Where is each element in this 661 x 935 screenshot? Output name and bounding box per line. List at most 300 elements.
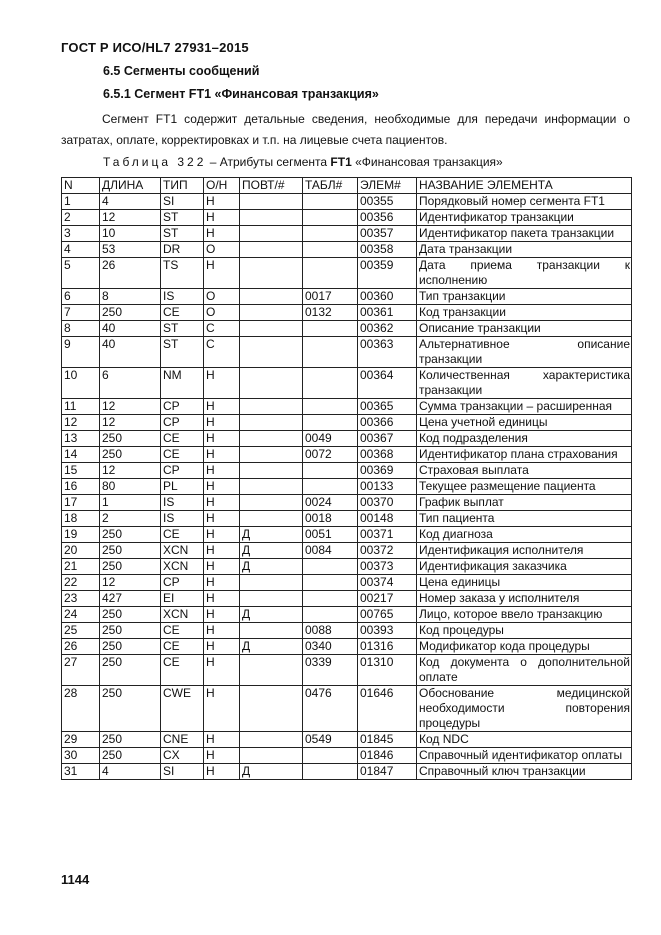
header-col-opt: О/Н	[204, 178, 240, 194]
cell-col-table	[303, 479, 358, 495]
cell-col-rep	[240, 479, 303, 495]
cell-col-type: CP	[161, 575, 204, 591]
cell-col-rep	[240, 655, 303, 686]
cell-col-rep: Д	[240, 543, 303, 559]
cell-col-type: CP	[161, 463, 204, 479]
cell-col-opt: Н	[204, 623, 240, 639]
table-row	[62, 732, 632, 748]
cell-col-length: 40	[100, 321, 161, 337]
cell-col-element: 00358	[358, 242, 417, 258]
cell-col-element: 00371	[358, 527, 417, 543]
cell-col-length: 53	[100, 242, 161, 258]
cell-col-n: 23	[62, 591, 100, 607]
cell-col-length: 12	[100, 415, 161, 431]
cell-col-rep: Д	[240, 559, 303, 575]
cell-col-element: 00361	[358, 305, 417, 321]
cell-col-name: Код диагноза	[417, 527, 632, 543]
cell-col-opt: Н	[204, 575, 240, 591]
cell-col-n: 28	[62, 686, 100, 732]
cell-col-type: SI	[161, 764, 204, 780]
table-body	[62, 194, 632, 780]
cell-col-name: Альтернативное описание транзакции	[417, 337, 632, 368]
subsection-title: 6.5.1 Сегмент FT1 «Финансовая транзакция»	[103, 87, 379, 101]
cell-col-name: Код подразделения	[417, 431, 632, 447]
cell-col-name: Порядковый номер сегмента FT1	[417, 194, 632, 210]
cell-col-length: 40	[100, 337, 161, 368]
cell-col-type: ST	[161, 210, 204, 226]
cell-col-table	[303, 258, 358, 289]
cell-col-rep	[240, 289, 303, 305]
cell-col-n: 5	[62, 258, 100, 289]
table-row	[62, 258, 632, 289]
table-header-row	[62, 178, 632, 194]
cell-col-length: 250	[100, 447, 161, 463]
cell-col-length: 250	[100, 305, 161, 321]
cell-col-length: 250	[100, 431, 161, 447]
cell-col-table: 0339	[303, 655, 358, 686]
table-row	[62, 655, 632, 686]
cell-col-element: 00360	[358, 289, 417, 305]
cell-col-length: 250	[100, 686, 161, 732]
table-row	[62, 591, 632, 607]
cell-col-table: 0340	[303, 639, 358, 655]
intro-paragraph	[61, 109, 630, 151]
cell-col-type: CE	[161, 527, 204, 543]
cell-col-name: Идентификация заказчика	[417, 559, 632, 575]
cell-col-table	[303, 321, 358, 337]
cell-col-opt: С	[204, 337, 240, 368]
cell-col-name: Идентификатор пакета транзакции	[417, 226, 632, 242]
table-row	[62, 368, 632, 399]
cell-col-length: 80	[100, 479, 161, 495]
cell-col-table: 0017	[303, 289, 358, 305]
cell-col-length: 1	[100, 495, 161, 511]
cell-col-table	[303, 575, 358, 591]
cell-col-length: 250	[100, 559, 161, 575]
cell-col-type: CX	[161, 748, 204, 764]
table-row	[62, 607, 632, 623]
cell-col-table: 0018	[303, 511, 358, 527]
cell-col-type: IS	[161, 511, 204, 527]
cell-col-type: CP	[161, 399, 204, 415]
cell-col-element: 00359	[358, 258, 417, 289]
table-caption-text-end: «Финансовая транзакция»	[351, 155, 503, 169]
table-row	[62, 686, 632, 732]
cell-col-n: 10	[62, 368, 100, 399]
cell-col-name: Сумма транзакции – расширенная	[417, 399, 632, 415]
cell-col-table	[303, 337, 358, 368]
cell-col-table	[303, 194, 358, 210]
cell-col-element: 00368	[358, 447, 417, 463]
cell-col-length: 250	[100, 527, 161, 543]
table-row	[62, 415, 632, 431]
cell-col-name: Цена единицы	[417, 575, 632, 591]
cell-col-n: 7	[62, 305, 100, 321]
table-row	[62, 242, 632, 258]
cell-col-rep	[240, 194, 303, 210]
cell-col-rep	[240, 447, 303, 463]
document-header: ГОСТ Р ИСО/HL7 27931–2015	[61, 40, 249, 55]
cell-col-opt: Н	[204, 764, 240, 780]
cell-col-name: Цена учетной единицы	[417, 415, 632, 431]
header-col-length: ДЛИНА	[100, 178, 161, 194]
cell-col-element: 00133	[358, 479, 417, 495]
cell-col-length: 427	[100, 591, 161, 607]
cell-col-rep	[240, 511, 303, 527]
cell-col-n: 22	[62, 575, 100, 591]
cell-col-table	[303, 399, 358, 415]
cell-col-rep	[240, 399, 303, 415]
cell-col-n: 31	[62, 764, 100, 780]
table-caption-label: Таблица 322	[103, 155, 207, 169]
table-row	[62, 337, 632, 368]
cell-col-opt: Н	[204, 226, 240, 242]
cell-col-rep	[240, 463, 303, 479]
cell-col-opt: Н	[204, 591, 240, 607]
cell-col-table	[303, 242, 358, 258]
cell-col-opt: Н	[204, 748, 240, 764]
cell-col-n: 15	[62, 463, 100, 479]
header-col-element: ЭЛЕМ#	[358, 178, 417, 194]
cell-col-rep	[240, 575, 303, 591]
cell-col-table	[303, 210, 358, 226]
cell-col-name: Дата приема транзакции к исполнению	[417, 258, 632, 289]
cell-col-type: IS	[161, 495, 204, 511]
cell-col-element: 01316	[358, 639, 417, 655]
cell-col-opt: Н	[204, 210, 240, 226]
cell-col-type: CE	[161, 623, 204, 639]
table-row	[62, 226, 632, 242]
cell-col-opt: Н	[204, 495, 240, 511]
cell-col-type: TS	[161, 258, 204, 289]
cell-col-length: 250	[100, 639, 161, 655]
cell-col-n: 8	[62, 321, 100, 337]
table-row	[62, 511, 632, 527]
cell-col-rep	[240, 495, 303, 511]
cell-col-type: DR	[161, 242, 204, 258]
cell-col-table	[303, 764, 358, 780]
cell-col-rep	[240, 210, 303, 226]
cell-col-name: Текущее размещение пациента	[417, 479, 632, 495]
cell-col-name: Код документа о дополнительной оплате	[417, 655, 632, 686]
cell-col-type: EI	[161, 591, 204, 607]
cell-col-opt: Н	[204, 415, 240, 431]
table-row	[62, 559, 632, 575]
cell-col-n: 12	[62, 415, 100, 431]
intro-paragraph-text: Сегмент FT1 содержит детальные сведения, необходимые для передачи информации о затратах, оплате, корректировках и т.п. на лицевые счета пациентов.	[61, 112, 630, 147]
cell-col-opt: Н	[204, 639, 240, 655]
cell-col-length: 26	[100, 258, 161, 289]
cell-col-type: CE	[161, 305, 204, 321]
cell-col-name: Описание транзакции	[417, 321, 632, 337]
segment-attributes-table	[61, 177, 632, 780]
cell-col-type: CE	[161, 431, 204, 447]
cell-col-n: 18	[62, 511, 100, 527]
cell-col-name: Код NDC	[417, 732, 632, 748]
table-row	[62, 447, 632, 463]
table-row	[62, 463, 632, 479]
cell-col-rep	[240, 591, 303, 607]
cell-col-type: XCN	[161, 559, 204, 575]
cell-col-n: 26	[62, 639, 100, 655]
cell-col-opt: Н	[204, 559, 240, 575]
cell-col-type: CWE	[161, 686, 204, 732]
table-caption-text: Атрибуты сегмента	[219, 155, 331, 169]
header-col-n: N	[62, 178, 100, 194]
cell-col-type: CE	[161, 447, 204, 463]
cell-col-rep: Д	[240, 764, 303, 780]
cell-col-length: 250	[100, 543, 161, 559]
cell-col-length: 4	[100, 764, 161, 780]
cell-col-n: 21	[62, 559, 100, 575]
cell-col-type: PL	[161, 479, 204, 495]
table-row	[62, 764, 632, 780]
cell-col-n: 3	[62, 226, 100, 242]
cell-col-opt: О	[204, 305, 240, 321]
cell-col-element: 00374	[358, 575, 417, 591]
cell-col-rep: Д	[240, 527, 303, 543]
table-row	[62, 210, 632, 226]
cell-col-table	[303, 607, 358, 623]
cell-col-element: 00148	[358, 511, 417, 527]
cell-col-name: Дата транзакции	[417, 242, 632, 258]
table-row	[62, 479, 632, 495]
cell-col-rep	[240, 368, 303, 399]
cell-col-table: 0132	[303, 305, 358, 321]
cell-col-n: 20	[62, 543, 100, 559]
cell-col-table	[303, 463, 358, 479]
cell-col-element: 00356	[358, 210, 417, 226]
table-row	[62, 321, 632, 337]
cell-col-type: ST	[161, 337, 204, 368]
cell-col-n: 19	[62, 527, 100, 543]
cell-col-element: 00364	[358, 368, 417, 399]
cell-col-element: 01847	[358, 764, 417, 780]
table-caption-dash: –	[206, 155, 220, 169]
cell-col-table	[303, 226, 358, 242]
table-row	[62, 575, 632, 591]
cell-col-opt: Н	[204, 527, 240, 543]
cell-col-opt: Н	[204, 194, 240, 210]
cell-col-opt: Н	[204, 447, 240, 463]
cell-col-name: Страховая выплата	[417, 463, 632, 479]
cell-col-opt: Н	[204, 431, 240, 447]
cell-col-n: 30	[62, 748, 100, 764]
cell-col-name: Номер заказа у исполнителя	[417, 591, 632, 607]
cell-col-name: Обоснование медицинской необходимости повторения процедуры	[417, 686, 632, 732]
cell-col-opt: Н	[204, 258, 240, 289]
cell-col-element: 01845	[358, 732, 417, 748]
header-col-rep: ПОВТ/#	[240, 178, 303, 194]
cell-col-element: 00372	[358, 543, 417, 559]
cell-col-name: Тип транзакции	[417, 289, 632, 305]
cell-col-opt: Н	[204, 511, 240, 527]
cell-col-n: 25	[62, 623, 100, 639]
cell-col-type: CE	[161, 639, 204, 655]
cell-col-n: 13	[62, 431, 100, 447]
cell-col-rep	[240, 337, 303, 368]
cell-col-element: 00365	[358, 399, 417, 415]
cell-col-opt: Н	[204, 686, 240, 732]
cell-col-name: Идентификация исполнителя	[417, 543, 632, 559]
cell-col-type: SI	[161, 194, 204, 210]
cell-col-length: 12	[100, 399, 161, 415]
cell-col-n: 27	[62, 655, 100, 686]
cell-col-length: 250	[100, 623, 161, 639]
cell-col-n: 1	[62, 194, 100, 210]
cell-col-name: Код процедуры	[417, 623, 632, 639]
cell-col-name: Справочный ключ транзакции	[417, 764, 632, 780]
table-row	[62, 639, 632, 655]
cell-col-rep	[240, 258, 303, 289]
cell-col-table	[303, 415, 358, 431]
cell-col-element: 00217	[358, 591, 417, 607]
cell-col-opt: О	[204, 242, 240, 258]
cell-col-name: График выплат	[417, 495, 632, 511]
cell-col-type: ST	[161, 321, 204, 337]
cell-col-opt: Н	[204, 479, 240, 495]
cell-col-rep: Д	[240, 639, 303, 655]
cell-col-element: 00369	[358, 463, 417, 479]
cell-col-element: 01846	[358, 748, 417, 764]
cell-col-n: 6	[62, 289, 100, 305]
table-row	[62, 399, 632, 415]
cell-col-element: 00367	[358, 431, 417, 447]
table-row	[62, 748, 632, 764]
cell-col-rep	[240, 623, 303, 639]
cell-col-rep	[240, 431, 303, 447]
cell-col-name: Количественная характеристика транзакции	[417, 368, 632, 399]
cell-col-n: 4	[62, 242, 100, 258]
cell-col-name: Тип пациента	[417, 511, 632, 527]
cell-col-length: 250	[100, 607, 161, 623]
cell-col-name: Модификатор кода процедуры	[417, 639, 632, 655]
cell-col-element: 00357	[358, 226, 417, 242]
cell-col-rep	[240, 686, 303, 732]
table-row	[62, 527, 632, 543]
cell-col-type: CNE	[161, 732, 204, 748]
cell-col-element: 01646	[358, 686, 417, 732]
cell-col-table: 0549	[303, 732, 358, 748]
cell-col-rep	[240, 415, 303, 431]
table-row	[62, 623, 632, 639]
cell-col-table	[303, 591, 358, 607]
table-row	[62, 431, 632, 447]
table-caption-segment: FT1	[330, 155, 352, 169]
cell-col-element: 00765	[358, 607, 417, 623]
cell-col-opt: Н	[204, 368, 240, 399]
cell-col-type: IS	[161, 289, 204, 305]
table-row	[62, 194, 632, 210]
cell-col-length: 250	[100, 655, 161, 686]
cell-col-element: 00393	[358, 623, 417, 639]
cell-col-name: Лицо, которое ввело транзакцию	[417, 607, 632, 623]
section-title: 6.5 Сегменты сообщений	[103, 64, 260, 78]
table-row	[62, 289, 632, 305]
cell-col-length: 10	[100, 226, 161, 242]
cell-col-rep	[240, 226, 303, 242]
header-col-name: НАЗВАНИЕ ЭЛЕМЕНТА	[417, 178, 632, 194]
cell-col-opt: Н	[204, 399, 240, 415]
cell-col-opt: Н	[204, 607, 240, 623]
cell-col-element: 00363	[358, 337, 417, 368]
cell-col-rep	[240, 732, 303, 748]
cell-col-length: 6	[100, 368, 161, 399]
cell-col-name: Код транзакции	[417, 305, 632, 321]
cell-col-length: 12	[100, 463, 161, 479]
table-caption	[103, 155, 503, 169]
cell-col-table: 0072	[303, 447, 358, 463]
cell-col-opt: Н	[204, 543, 240, 559]
cell-col-n: 14	[62, 447, 100, 463]
cell-col-n: 9	[62, 337, 100, 368]
cell-col-length: 2	[100, 511, 161, 527]
cell-col-opt: С	[204, 321, 240, 337]
cell-col-element: 00370	[358, 495, 417, 511]
cell-col-length: 250	[100, 732, 161, 748]
cell-col-element: 00362	[358, 321, 417, 337]
cell-col-table	[303, 559, 358, 575]
cell-col-opt: Н	[204, 655, 240, 686]
cell-col-table: 0049	[303, 431, 358, 447]
cell-col-opt: О	[204, 289, 240, 305]
cell-col-table: 0051	[303, 527, 358, 543]
cell-col-rep	[240, 242, 303, 258]
cell-col-n: 29	[62, 732, 100, 748]
cell-col-type: CP	[161, 415, 204, 431]
table-row	[62, 305, 632, 321]
header-col-table: ТАБЛ#	[303, 178, 358, 194]
cell-col-rep	[240, 305, 303, 321]
header-col-type: ТИП	[161, 178, 204, 194]
page-number: 1144	[61, 872, 90, 887]
cell-col-table	[303, 748, 358, 764]
cell-col-type: ST	[161, 226, 204, 242]
cell-col-type: XCN	[161, 607, 204, 623]
cell-col-n: 11	[62, 399, 100, 415]
cell-col-n: 17	[62, 495, 100, 511]
cell-col-table: 0088	[303, 623, 358, 639]
cell-col-element: 00366	[358, 415, 417, 431]
cell-col-name: Идентификатор плана страхования	[417, 447, 632, 463]
cell-col-table: 0476	[303, 686, 358, 732]
cell-col-name: Идентификатор транзакции	[417, 210, 632, 226]
cell-col-type: NM	[161, 368, 204, 399]
cell-col-element: 00355	[358, 194, 417, 210]
cell-col-type: XCN	[161, 543, 204, 559]
cell-col-length: 12	[100, 210, 161, 226]
cell-col-opt: Н	[204, 463, 240, 479]
cell-col-rep	[240, 321, 303, 337]
cell-col-table	[303, 368, 358, 399]
table-row	[62, 543, 632, 559]
cell-col-length: 4	[100, 194, 161, 210]
cell-col-opt: Н	[204, 732, 240, 748]
cell-col-table: 0084	[303, 543, 358, 559]
cell-col-rep: Д	[240, 607, 303, 623]
cell-col-length: 250	[100, 748, 161, 764]
cell-col-table: 0024	[303, 495, 358, 511]
table-row	[62, 495, 632, 511]
cell-col-length: 12	[100, 575, 161, 591]
cell-col-length: 8	[100, 289, 161, 305]
cell-col-element: 00373	[358, 559, 417, 575]
cell-col-n: 16	[62, 479, 100, 495]
cell-col-name: Справочный идентификатор оплаты	[417, 748, 632, 764]
cell-col-rep	[240, 748, 303, 764]
cell-col-element: 01310	[358, 655, 417, 686]
cell-col-n: 24	[62, 607, 100, 623]
